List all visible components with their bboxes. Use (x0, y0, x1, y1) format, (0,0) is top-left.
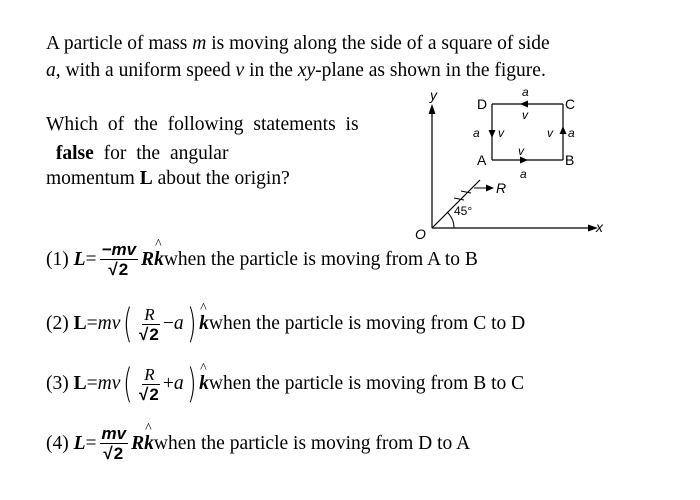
side-left-label: a (473, 126, 480, 140)
option-1-fraction (100, 240, 139, 279)
v-left-label: v (498, 126, 504, 140)
option-1-frac-den: √2 (108, 260, 129, 279)
option-3-mv: mv (97, 373, 121, 394)
option-2-fraction (139, 305, 160, 344)
option-3-lparen: ( (123, 361, 133, 407)
prompt-line-2-post: for the angular (93, 143, 229, 164)
q2-mid: , with a uniform speed (55, 60, 236, 81)
statement-prompt (46, 110, 406, 193)
q2-speed: v (235, 60, 245, 81)
option-4-frac-den: √2 (103, 444, 124, 463)
option-2-sqrt-arg: 2 (149, 324, 159, 344)
option-2[interactable] (46, 301, 526, 347)
option-1-k-hat: ^ k (154, 249, 164, 271)
radius-arrow-icon (486, 185, 494, 192)
option-3-sqrt-arg: 2 (149, 384, 159, 404)
x-axis-label: x (596, 219, 603, 235)
question-line-2 (46, 57, 666, 84)
radius-label: R (496, 180, 507, 196)
question-text (46, 30, 666, 84)
option-3-eq: = (86, 373, 98, 394)
option-3-frac-num: R (144, 364, 155, 384)
option-1-L: L (73, 248, 86, 270)
option-3-frac-den: √2 (139, 384, 159, 404)
option-4-eq: = (85, 432, 97, 454)
v-top-label: v (522, 108, 528, 122)
option-3-L: L (73, 373, 87, 394)
option-4-sqrt-arg: 2 (113, 444, 124, 463)
prompt-L: L (139, 168, 153, 189)
v-bottom-arrow-icon (520, 157, 528, 164)
option-4-frac-num: mv (101, 424, 127, 443)
option-3-a: a (173, 373, 184, 394)
q2-side: a (46, 60, 56, 81)
point-C: C (565, 96, 576, 112)
point-A: A (477, 152, 487, 168)
point-D: D (477, 96, 488, 112)
v-right-arrow-icon (560, 126, 567, 134)
option-1-eq: = (85, 248, 97, 270)
q1-post: is moving along the side of a square of side (206, 33, 550, 54)
option-3-k-hat: ^ k (199, 373, 209, 395)
v-left-arrow-icon (489, 130, 496, 138)
origin-label: O (415, 226, 426, 242)
option-2-eq: = (86, 313, 98, 334)
option-4-number: (4) (46, 432, 69, 454)
false-word: false (55, 143, 94, 164)
v-bottom-label: v (518, 144, 524, 158)
option-2-number: (2) (46, 313, 69, 334)
option-3-fraction (139, 365, 160, 404)
option-2-frac-num: R (144, 304, 155, 324)
option-1-frac-num: −mv (101, 240, 137, 259)
option-1[interactable] (46, 240, 478, 279)
option-2-frac-den: √2 (139, 324, 159, 344)
option-4[interactable] (46, 424, 470, 463)
option-2-mv: mv (97, 313, 121, 334)
option-2-op: − (162, 313, 174, 334)
option-1-R: R (141, 248, 155, 270)
v-right-label: v (547, 126, 553, 140)
option-4-R: R (131, 432, 145, 454)
prompt-line-1: Which of the following statements is (46, 114, 359, 135)
q2-post: -plane as shown in the figure. (315, 60, 546, 81)
option-2-text: when the particle is moving from C to D (208, 313, 526, 334)
option-3-text: when the particle is moving from B to C (208, 373, 525, 394)
option-3-rparen: ) (186, 361, 197, 407)
side-top-label: a (522, 88, 529, 99)
option-4-k-hat: ^ k (144, 433, 154, 455)
prompt-line-3-post: about the origin? (152, 168, 290, 189)
y-axis-arrow-icon (429, 104, 436, 114)
q2-mid2: in the (244, 60, 298, 81)
option-2-k-hat: ^ k (199, 313, 209, 335)
option-4-fraction (100, 424, 129, 463)
q1-mass: m (192, 33, 207, 54)
option-2-a: a (173, 313, 184, 334)
option-1-number: (1) (46, 248, 69, 270)
side-bottom-label: a (520, 167, 527, 181)
option-1-sqrt-arg: 2 (118, 260, 129, 279)
q1-pre: A particle of mass (46, 33, 193, 54)
option-2-L: L (73, 313, 87, 334)
side-right-label: a (568, 126, 575, 140)
v-top-arrow-icon (520, 101, 528, 108)
question-line-1 (46, 30, 666, 57)
q2-plane: xy (297, 60, 316, 81)
option-3-number: (3) (46, 373, 69, 394)
angle-arc (447, 212, 454, 228)
square-path-diagram (410, 88, 610, 248)
option-3[interactable] (46, 361, 525, 407)
option-1-text: when the particle is moving from A to B (163, 248, 478, 270)
option-4-L: L (73, 432, 86, 454)
option-3-op: + (162, 373, 174, 394)
prompt-line-3 (46, 164, 406, 193)
option-2-rparen: ) (186, 301, 197, 347)
point-B: B (565, 152, 575, 168)
prompt-line-3-pre: momentum (46, 168, 140, 189)
y-axis-label: y (430, 88, 437, 103)
option-2-lparen: ( (123, 301, 133, 347)
option-4-text: when the particle is moving from D to A (153, 432, 471, 454)
angle-label: 45° (454, 204, 473, 218)
